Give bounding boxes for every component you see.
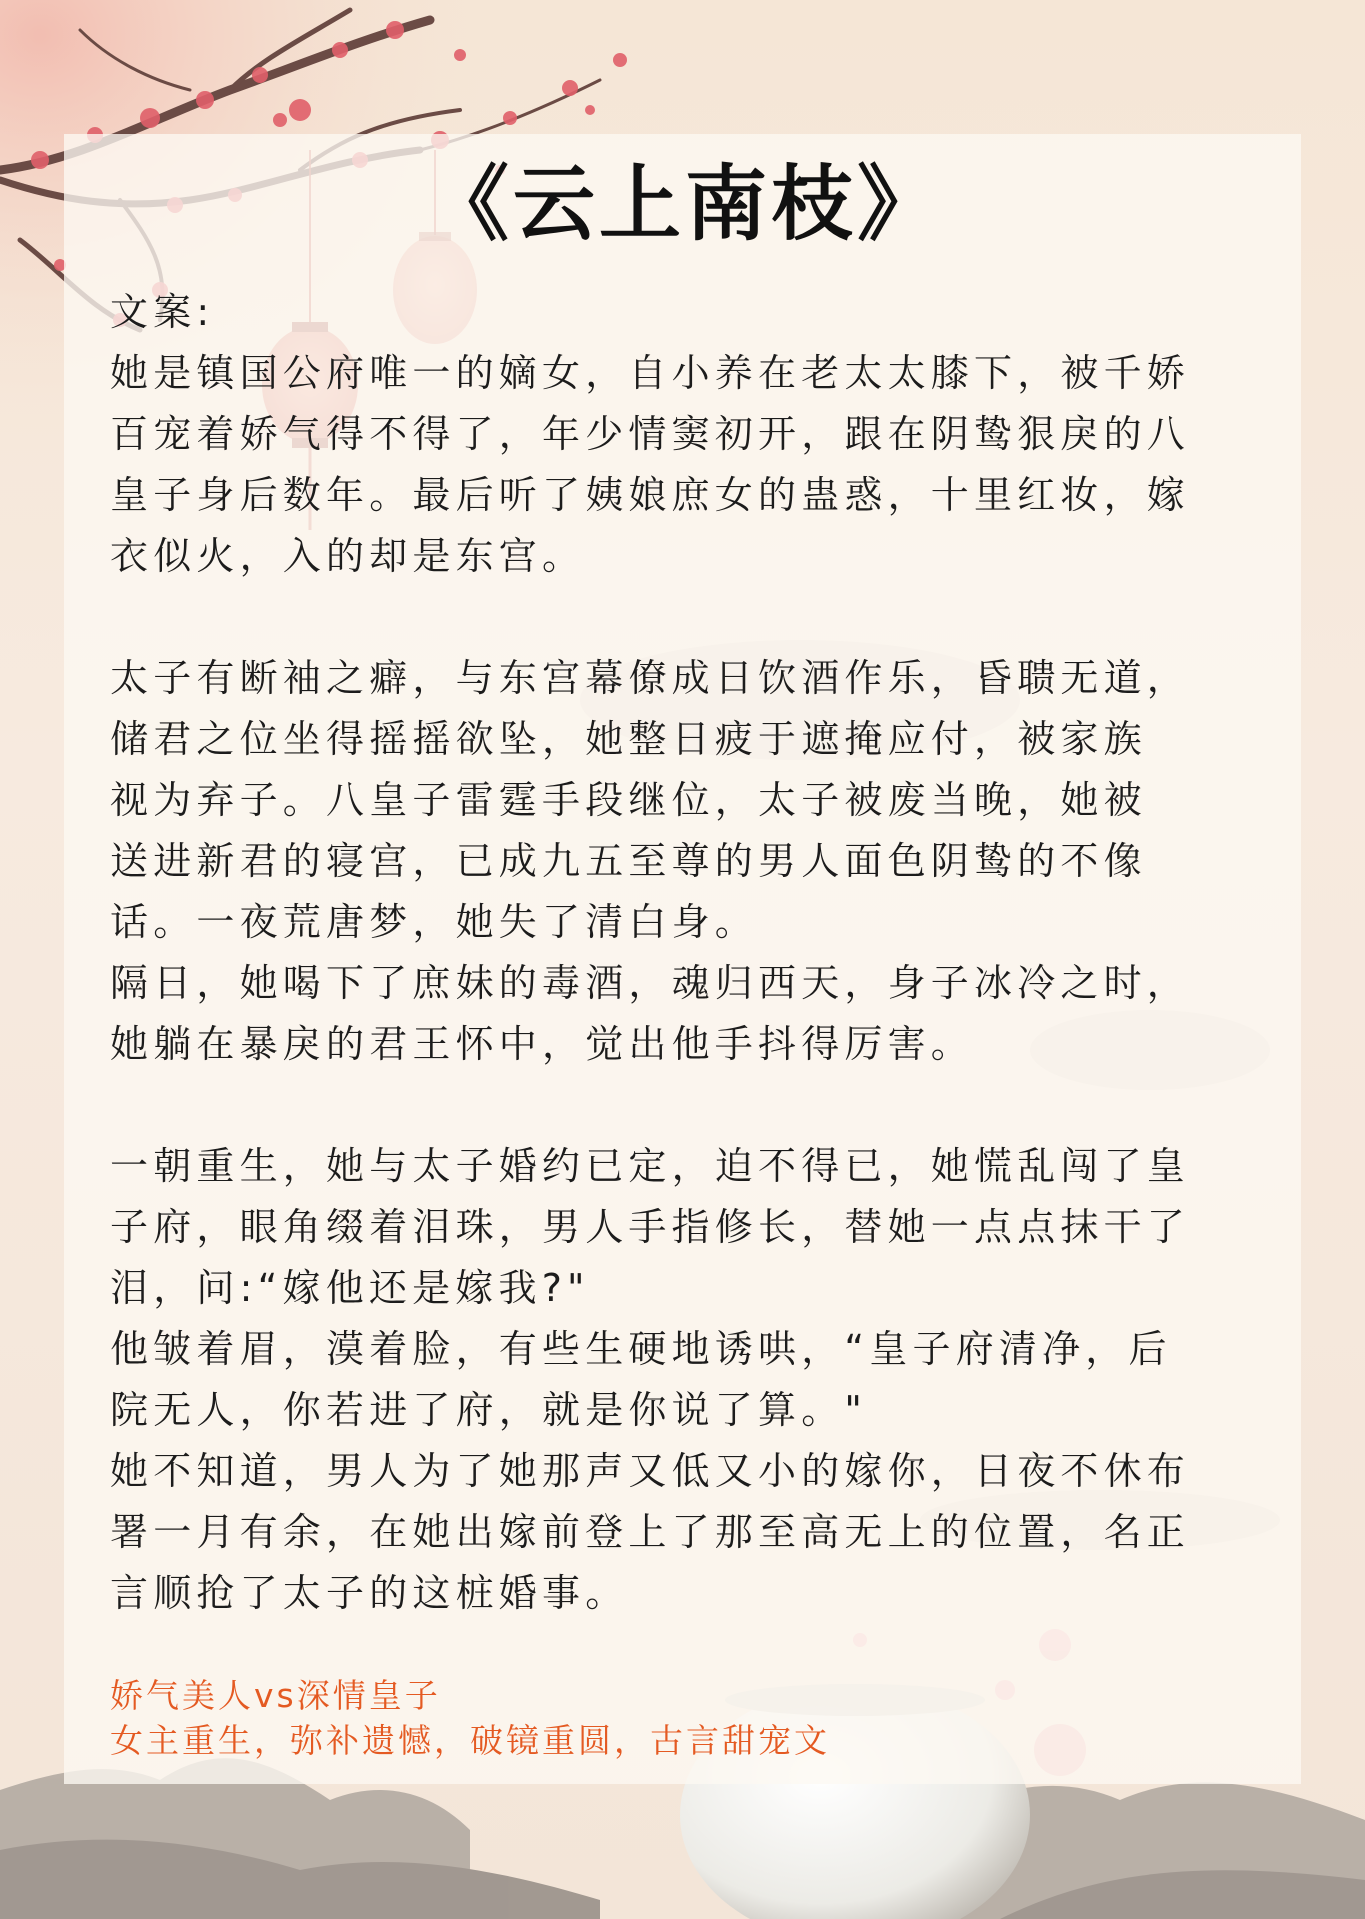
synopsis-line: 送进新君的寝宫，已成九五至尊的男人面色阴鸷的不像 xyxy=(110,839,1147,883)
paragraph-gap xyxy=(110,587,1260,648)
synopsis-line: 衣似火，入的却是东宫。 xyxy=(110,534,586,578)
synopsis-line: 她躺在暴戾的君王怀中，觉出他手抖得厉害。 xyxy=(110,1022,975,1066)
synopsis-line: 皇子身后数年。最后听了姨娘庶女的蛊惑，十里红妆，嫁 xyxy=(110,473,1191,517)
synopsis-line: 话。一夜荒唐梦，她失了清白身。 xyxy=(110,900,759,944)
synopsis xyxy=(110,282,1260,1624)
synopsis-line: 她不知道，男人为了她那声又低又小的嫁你，日夜不休布 xyxy=(110,1449,1191,1493)
synopsis-line: 院无人，你若进了府，就是你说了算。" xyxy=(110,1388,868,1432)
genre-tags xyxy=(110,1673,1260,1763)
tag-line-genre: 女主重生，弥补遗憾，破镜重圆，古言甜宠文 xyxy=(110,1721,830,1760)
synopsis-line: 他皱着眉，漠着脸，有些生硬地诱哄，“皇子府清净，后 xyxy=(110,1327,1172,1371)
synopsis-line: 视为弃子。八皇子雷霆手段继位，太子被废当晚，她被 xyxy=(110,778,1147,822)
synopsis-line: 言顺抢了太子的这桩婚事。 xyxy=(110,1571,629,1615)
synopsis-line: 储君之位坐得摇摇欲坠，她整日疲于遮掩应付，被家族 xyxy=(110,717,1147,761)
synopsis-line: 署一月有余，在她出嫁前登上了那至高无上的位置，名正 xyxy=(110,1510,1191,1554)
synopsis-line: 太子有断袖之癖，与东宫幕僚成日饮酒作乐，昏聩无道， xyxy=(110,656,1191,700)
synopsis-line: 泪，问:“嫁他还是嫁我?" xyxy=(110,1266,590,1310)
book-title: 《云上南枝》 xyxy=(426,157,943,252)
main-content xyxy=(110,150,1260,1624)
paragraph-gap xyxy=(110,1075,1260,1136)
synopsis-heading: 文案: xyxy=(110,290,215,334)
synopsis-line: 一朝重生，她与太子婚约已定，迫不得已，她慌乱闯了皇 xyxy=(110,1144,1191,1188)
synopsis-line: 她是镇国公府唯一的嫡女，自小养在老太太膝下，被千娇 xyxy=(110,351,1191,395)
synopsis-line: 隔日，她喝下了庶妹的毒酒，魂归西天，身子冰冷之时， xyxy=(110,961,1191,1005)
synopsis-line: 百宠着娇气得不得了，年少情窦初开，跟在阴鸷狠戾的八 xyxy=(110,412,1191,456)
synopsis-line: 子府，眼角缀着泪珠，男人手指修长，替她一点点抹干了 xyxy=(110,1205,1191,1249)
tag-line-pairing: 娇气美人vs深情皇子 xyxy=(110,1676,441,1715)
